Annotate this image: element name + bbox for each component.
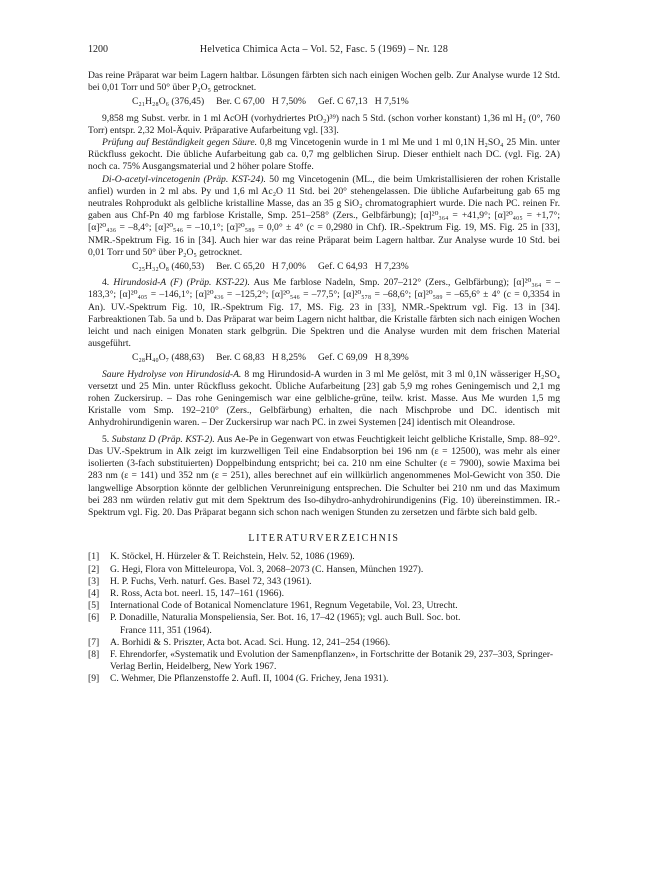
- main-text: [88, 70, 560, 686]
- reference-number: [9]: [88, 673, 100, 685]
- hirundosid-heading: Hirundosid-A (F) (Präp. KST-22).: [113, 277, 250, 289]
- paragraph-hydrogenation: 9,858 mg Subst. verbr. in 1 ml AcOH (vorhydriertes PtO₂)³⁹) nach 5 Std. (schon vorher konstant) 1,36 ml H₂ (0°, 760 Torr) entspr. 2,32 Mol-Äquiv. Präparative Aufarbeitung vgl. [33].: [88, 112, 560, 136]
- reference-number: [6]: [88, 612, 100, 624]
- reference-text: H. P. Fuchs, Verh. naturf. Ges. Basel 72, 343 (1961).: [110, 575, 312, 587]
- acid-test-heading: Prüfung auf Beständigkeit gegen Säure.: [102, 137, 257, 149]
- reference-item: [88, 637, 560, 649]
- page-header: [88, 44, 560, 56]
- hydrolysis-text: 8 mg Hirundosid-A wurden in 3 ml Me gelöst, mit 3 ml 0,1N wässeriger H₂SO₄ versetzt und 25 Min. unter Rückfluss gekocht. Übliche Aufarbeitung [23] gab 5,9 mg rohes Geningemisch und 2,1 mg rohen Zuckersirup. – Das rohe Geningemisch war eine gelbliche-grüne, teilw. krist. Masse. Aus Me wurden 1,5 mg Kristalle vom Smp. 192–210° (Zers., Gelbfärbung) erhalten, die nach Mischprobe und DC. identisch mit Anhydrohirundigenin waren. – Der Zuckersirup war nach PC. in zwei Systemen [24] identisch mit Oleandrose.: [88, 368, 560, 429]
- reference-item: [88, 576, 560, 588]
- paragraph-diacetyl: [88, 174, 560, 259]
- reference-text: K. Stöckel, H. Hürzeler & T. Reichstein, Helv. 52, 1086 (1969).: [110, 551, 355, 563]
- reference-text: [110, 612, 560, 636]
- reference-text: G. Hegi, Flora von Mitteleuropa, Vol. 3, 2068–2073 (C. Hansen, München 1927).: [110, 563, 424, 575]
- analysis-formula-3: C₂₈H₄₀O₇ (488,63) Ber. C 68,83 H 8,25% Gef. C 69,09 H 8,39%: [132, 352, 409, 364]
- reference-number: [3]: [88, 575, 100, 587]
- diacetyl-text: 50 mg Vincetogenin (ML., die beim Umkristallisieren der rohen Kristalle anfiel) wurden in 2 ml abs. Py und 1,6 ml Ac₂O 11 Std. bei 20° stehengelassen. Die übliche Aufarbeitung gab 65 mg neutrales Rohprodukt als gelbliche kristalline Masse, das an 35 g SiO₂ chromatographiert wurde. Die nach PC. reinen Fr. gaben aus Chf-Pn 40 mg farblose Kristalle, Smp. 251–258° (Zers., Gelbfärbung); [α]²⁰₃₆₄ = +41,9°; [α]²⁰₄₀₅ = +1,7°; [α]²⁰₄₃₆ = –8,4°; [α]²⁰₅₄₆ = –10,1°; [α]²⁰₅₈₉ = 0,0° ± 4° (c = 0,2980 in Chf). IR.-Spektrum Fig. 19, MS. Fig. 25 in [33], NMR.-Spektrum Fig. 16 in [34]. Auch hier war das reine Präparat beim Lagern haltbar. Zur Analyse wurde 10 Std. bei 0,01 Torr und 50° über P₂O₅ getrocknet.: [88, 173, 560, 258]
- reference-item: [88, 600, 560, 612]
- reference-item: [88, 612, 560, 636]
- reference-text: A. Borhidi & S. Priszter, Acta bot. Acad. Sci. Hung. 12, 241–254 (1966).: [110, 636, 391, 648]
- section-number-4: 4.: [102, 277, 114, 289]
- section-number-5: 5.: [102, 433, 112, 445]
- reference-number: [7]: [88, 636, 100, 648]
- paragraph-hirundosid: [88, 277, 560, 350]
- reference-item: [88, 588, 560, 600]
- running-head: Helvetica Chimica Acta – Vol. 52, Fasc. 5 (1969) – Nr. 128: [199, 44, 449, 55]
- paragraph-substanz-d: [88, 434, 560, 519]
- page-number: 1200: [88, 44, 108, 55]
- diacetyl-heading: Di-O-acetyl-vincetogenin (Präp. KST-24).: [102, 173, 266, 185]
- paragraph-stability: Das reine Präparat war beim Lagern haltbar. Lösungen färbten sich nach einigen Wochen gelb. Zur Analyse wurde 12 Std. bei 0,01 Torr und 50° über P₂O₅ getrocknet.: [88, 70, 560, 94]
- reference-number: [4]: [88, 587, 100, 599]
- paragraph-acid-test: [88, 137, 560, 174]
- reference-text-line: P. Donadille, Naturalia Monspeliensia, Ser. Bot. 16, 17–42 (1965); vgl. auch Bull. Soc. bot.: [110, 612, 461, 624]
- reference-text: R. Ross, Acta bot. neerl. 15, 147–161 (1966).: [110, 587, 285, 599]
- hirundosid-text: Aus Me farblose Nadeln, Smp. 207–212° (Zers., Gelbfärbung); [α]²⁰₃₆₄ = –183,3°; [α]²⁰₄₀₅ = –146,1°; [α]²⁰₄₃₆ = –125,2°; [α]²⁰₅₄₆ = –77,5°; [α]²⁰₅₇₈ = –68,6°; [α]²⁰₅₈₉ = –65,6° ± 4° (c = 0,3354 in An). UV.-Spektrum Fig. 10, IR.-Spektrum Fig. 17, MS. Fig. 23 in [33], NMR.-Spektrum vgl. Fig. 13 in [34]. Farbreaktionen Tab. 5a und b. Das Präparat war beim Lagern nicht haltbar, die Kristalle färbten sich nach einigen Wochen leicht und nach einigen Monaten stark gelbgrün. Die Spektren und die Analyse wurden mit dem frischen Material ausgeführt.: [88, 277, 560, 350]
- analysis-formula-2: C₂₅H₃₂O₈ (460,53) Ber. C 65,20 H 7,00% Gef. C 64,93 H 7,23%: [132, 261, 409, 273]
- acid-test-text: 0,8 mg Vincetogenin wurde in 1 ml Me und 1 ml 0,1N H₂SO₄ 25 Min. unter Rückfluss gekocht. Die übliche Aufarbeitung gab ca. 0,7 mg gelblichen Sirup. Dieser enthielt nach DC. (vgl. Fig. 2A) noch ca. 75% Ausgangsmaterial und 2 höher polare Stoffe.: [88, 137, 560, 173]
- reference-number: [8]: [88, 648, 100, 660]
- paragraph-hydrolysis: [88, 369, 560, 430]
- reference-item: [88, 564, 560, 576]
- hydrolysis-heading: Saure Hydrolyse von Hirundosid-A.: [102, 368, 242, 380]
- reference-text: F. Ehrendorfer, «Systematik und Evolution der Samenpflanzen», in Fortschritte der Botanik 29, 237–303, Springer-Verlag Berlin, Heidelberg, New York 1967.: [110, 648, 554, 673]
- reference-item: [88, 673, 560, 685]
- substanz-d-heading: Substanz D (Präp. KST-2).: [111, 433, 215, 445]
- reference-item: [88, 551, 560, 563]
- reference-continuation: France 111, 351 (1964).: [120, 624, 212, 636]
- references-title: LITERATURVERZEICHNIS: [248, 533, 400, 545]
- reference-text: International Code of Botanical Nomenclature 1961, Regnum Vegetabile, Vol. 23, Utrecht.: [110, 600, 458, 612]
- reference-text: C. Wehmer, Die Pflanzenstoffe 2. Aufl. II, 1004 (G. Frichey, Jena 1931).: [110, 673, 389, 685]
- reference-item: [88, 649, 560, 673]
- substanz-d-text: Aus Ae-Pe in Gegenwart von etwas Feuchtigkeit leicht gelbliche Kristalle, Smp. 88–92°. Das UV.-Spektrum in Alk zeigt im kurzwelligen Teil eine Endabsorption bei 196 nm (ε = 12500), was mehr als einer isolierten (3-fach substituierten) Doppelbindung entspricht; bei ca. 210 nm eine Schulter (ε = 7900), sowie Maxima bei 283 nm (ε = 141) und 352 nm (ε = 251), alles berechnet auf ein willkürlich angenommenes Mol-Gewicht von 350. Die langwellige Absorption könnte der gelblichen Verunreinigung entsprechen. Die Schulter bei 210 nm und das Maximum bei 283 nm würden relativ gut mit dem Spektrum des Iso-dihydro-anhydrohirundigenins (Fig. 10) übereinstimmen. IR.-Spektrum vgl. Fig. 20. Das Präparat begann sich schon nach wenigen Stunden zu zersetzen und färbte sich bald gelb.: [88, 433, 560, 518]
- reference-number: [5]: [88, 600, 100, 612]
- reference-number: [1]: [88, 551, 100, 563]
- analysis-formula-1: C₂₁H₂₈O₆ (376,45) Ber. C 67,00 H 7,50% Gef. C 67,13 H 7,51%: [132, 96, 409, 108]
- reference-list: [88, 551, 560, 685]
- reference-number: [2]: [88, 563, 100, 575]
